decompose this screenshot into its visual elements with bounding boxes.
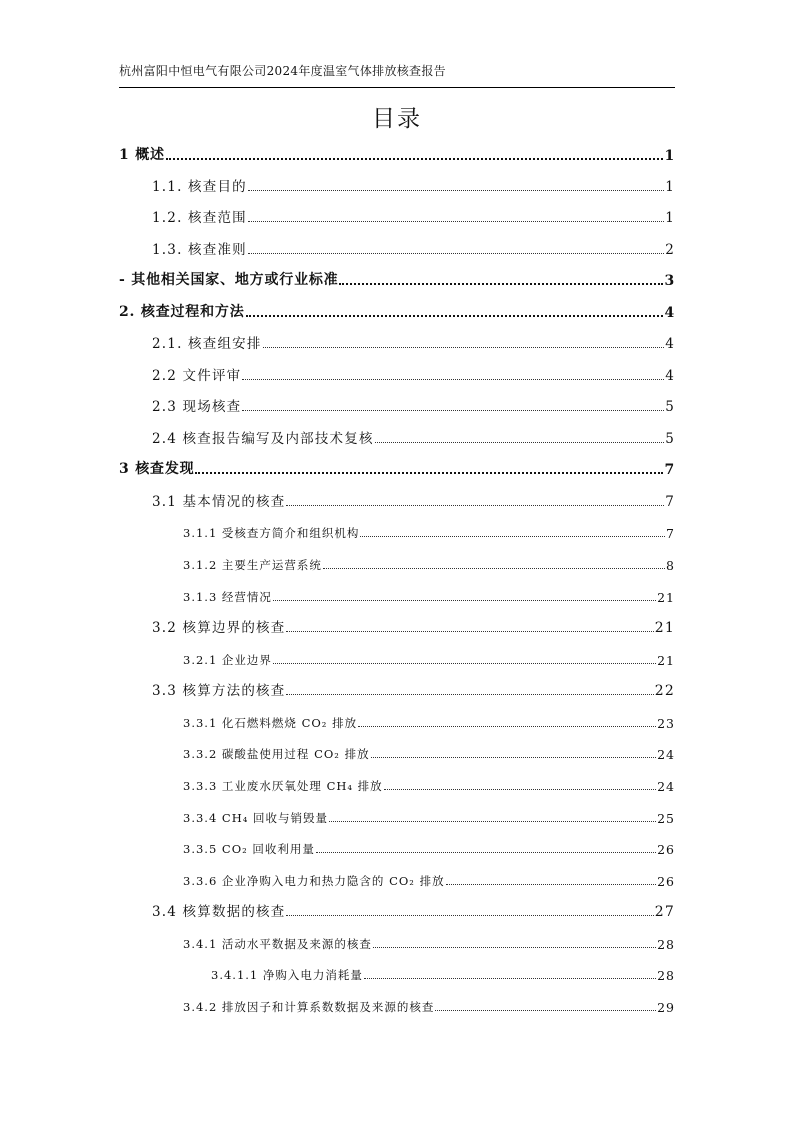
toc-entry-label: 2.1. 核查组安排 [152, 336, 262, 352]
toc-entry-label: - 其他相关国家、地方或行业标准 [119, 272, 339, 288]
header-divider [119, 87, 675, 88]
toc-entry-label: 3.3.2 碳酸盐使用过程 CO₂ 排放 [183, 747, 370, 761]
toc-entry-1[interactable] [119, 142, 675, 164]
toc-entry-label: 3.1 基本情况的核查 [152, 494, 286, 510]
toc-entry-page: 4 [665, 336, 675, 352]
toc-entry-2-3[interactable] [152, 393, 675, 415]
toc-entry-3-4-1[interactable] [183, 930, 675, 952]
toc-entry-page: 21 [654, 620, 675, 636]
toc-entry-3-3-4[interactable] [183, 804, 675, 826]
toc-entry-label: 2.4 核查报告编写及内部技术复核 [152, 431, 374, 447]
toc-entry-page: 7 [666, 526, 675, 541]
dot-leader [263, 339, 665, 348]
dot-leader [286, 686, 653, 695]
dot-leader [358, 718, 656, 727]
dot-leader [360, 528, 665, 537]
dot-leader [242, 402, 664, 411]
toc-entry-page: 7 [664, 462, 675, 478]
dot-leader [273, 655, 656, 664]
dot-leader [446, 876, 657, 885]
toc-entry-page: 26 [657, 874, 675, 889]
toc-entry-label: 1 概述 [119, 147, 165, 163]
toc-entry-page: 26 [657, 842, 675, 857]
toc-entry-1-3[interactable] [152, 236, 675, 258]
toc-entry-page: 5 [665, 399, 675, 415]
toc-entry-3-3-5[interactable] [183, 835, 675, 857]
toc-entry-page: 8 [666, 558, 675, 573]
toc-entry-page: 3 [664, 273, 675, 289]
toc-entry-3-3[interactable] [152, 677, 675, 699]
dot-leader [273, 592, 656, 601]
toc-entry-page: 23 [657, 716, 675, 731]
toc-entry-page: 29 [657, 1000, 675, 1015]
toc-title: 目录 [372, 106, 422, 132]
dot-leader [166, 150, 664, 160]
toc-entry-3-3-2[interactable] [183, 740, 675, 762]
toc-entry-page: 24 [657, 779, 675, 794]
toc-entry-label: 3.4.1 活动水平数据及来源的核查 [183, 937, 372, 951]
toc-entry-page: 4 [665, 368, 675, 384]
dot-leader [329, 813, 656, 822]
dot-leader [195, 464, 663, 474]
dot-leader [339, 275, 663, 285]
toc-entry-page: 21 [657, 653, 675, 668]
toc-entry-label: 2.2 文件评审 [152, 368, 242, 384]
dot-leader [316, 844, 656, 853]
toc-entry-3[interactable] [119, 456, 675, 478]
toc-entry-3-3-6[interactable] [183, 867, 675, 889]
dot-leader [286, 907, 653, 916]
toc-entry-3-3-1[interactable] [183, 709, 675, 731]
toc-entry-page: 4 [664, 305, 675, 321]
toc-entry-page: 2 [665, 242, 675, 258]
toc-entry-label: 3.1.1 受核查方简介和组织机构 [183, 526, 360, 540]
toc-entry-label: 3.3.3 工业废水厌氧处理 CH₄ 排放 [183, 779, 383, 793]
toc-entry-label: 3.4.1.1 净购入电力消耗量 [211, 968, 363, 982]
toc-entry-label: 3.2.1 企业边界 [183, 653, 272, 667]
dot-leader [364, 970, 656, 979]
toc-entry-page: 25 [657, 811, 675, 826]
toc-entry-3-1-3[interactable] [183, 583, 675, 605]
toc-entry-label: 3.3.4 CH₄ 回收与销毁量 [183, 811, 329, 825]
toc-entry-page: 7 [665, 494, 675, 510]
dot-leader [371, 749, 657, 758]
toc-entry-other-standards[interactable] [119, 267, 675, 289]
toc-entry-page: 27 [654, 904, 675, 920]
toc-entry-3-2-1[interactable] [183, 646, 675, 668]
toc-entry-label: 2.3 现场核查 [152, 399, 242, 415]
toc-entry-1-1[interactable] [152, 173, 675, 195]
toc-entry-label: 3.1.3 经营情况 [183, 590, 272, 604]
dot-leader [375, 434, 665, 443]
dot-leader [246, 307, 664, 317]
running-header: 杭州富阳中恒电气有限公司2024年度温室气体排放核查报告 [119, 64, 446, 78]
toc-entry-label: 1.3. 核查准则 [152, 242, 247, 258]
dot-leader [435, 1002, 656, 1011]
dot-leader [286, 497, 664, 506]
dot-leader [373, 939, 656, 948]
toc-entry-2-2[interactable] [152, 362, 675, 384]
dot-leader [242, 371, 664, 380]
dot-leader [286, 623, 653, 632]
toc-entry-page: 21 [657, 590, 675, 605]
toc-entry-label: 3.3.5 CO₂ 回收利用量 [183, 842, 315, 856]
toc-entry-1-2[interactable] [152, 204, 675, 226]
toc-entry-page: 22 [654, 683, 675, 699]
toc-entry-label: 2. 核查过程和方法 [119, 304, 245, 320]
toc-entry-label: 3.4 核算数据的核查 [152, 904, 286, 920]
toc-entry-3-3-3[interactable] [183, 772, 675, 794]
toc-entry-label: 3 核查发现 [119, 461, 195, 477]
toc-entry-page: 1 [664, 148, 675, 164]
toc-entry-label: 3.3.1 化石燃料燃烧 CO₂ 排放 [183, 716, 358, 730]
toc-entry-page: 28 [657, 937, 675, 952]
toc-entry-label: 3.3.6 企业净购入电力和热力隐含的 CO₂ 排放 [183, 874, 445, 888]
toc-entry-3-4-2[interactable] [183, 993, 675, 1015]
toc-entry-3-1[interactable] [152, 488, 675, 510]
dot-leader [248, 213, 664, 222]
toc-entry-3-4[interactable] [152, 898, 675, 920]
dot-leader [384, 781, 656, 790]
toc-entry-page: 5 [665, 431, 675, 447]
toc-entry-label: 3.4.2 排放因子和计算系数数据及来源的核查 [183, 1000, 435, 1014]
toc-entry-label: 3.2 核算边界的核查 [152, 620, 286, 636]
toc-entry-2[interactable] [119, 299, 675, 321]
toc-entry-3-2[interactable] [152, 614, 675, 636]
toc-entry-3-1-2[interactable] [183, 551, 675, 573]
dot-leader [248, 182, 664, 191]
dot-leader [323, 560, 665, 569]
dot-leader [248, 245, 664, 254]
toc-entry-page: 24 [657, 747, 675, 762]
toc-entry-page: 1 [665, 210, 675, 226]
toc-entry-3-4-1-1[interactable] [211, 961, 675, 983]
toc-entry-label: 3.1.2 主要生产运营系统 [183, 558, 322, 572]
toc-entry-label: 1.1. 核查目的 [152, 179, 247, 195]
toc-entry-page: 1 [665, 179, 675, 195]
toc-entry-page: 28 [657, 968, 675, 983]
toc-entry-3-1-1[interactable] [183, 519, 675, 541]
toc-entry-label: 3.3 核算方法的核查 [152, 683, 286, 699]
toc-entry-2-1[interactable] [152, 330, 675, 352]
toc-entry-2-4[interactable] [152, 425, 675, 447]
toc-entry-label: 1.2. 核查范围 [152, 210, 247, 226]
